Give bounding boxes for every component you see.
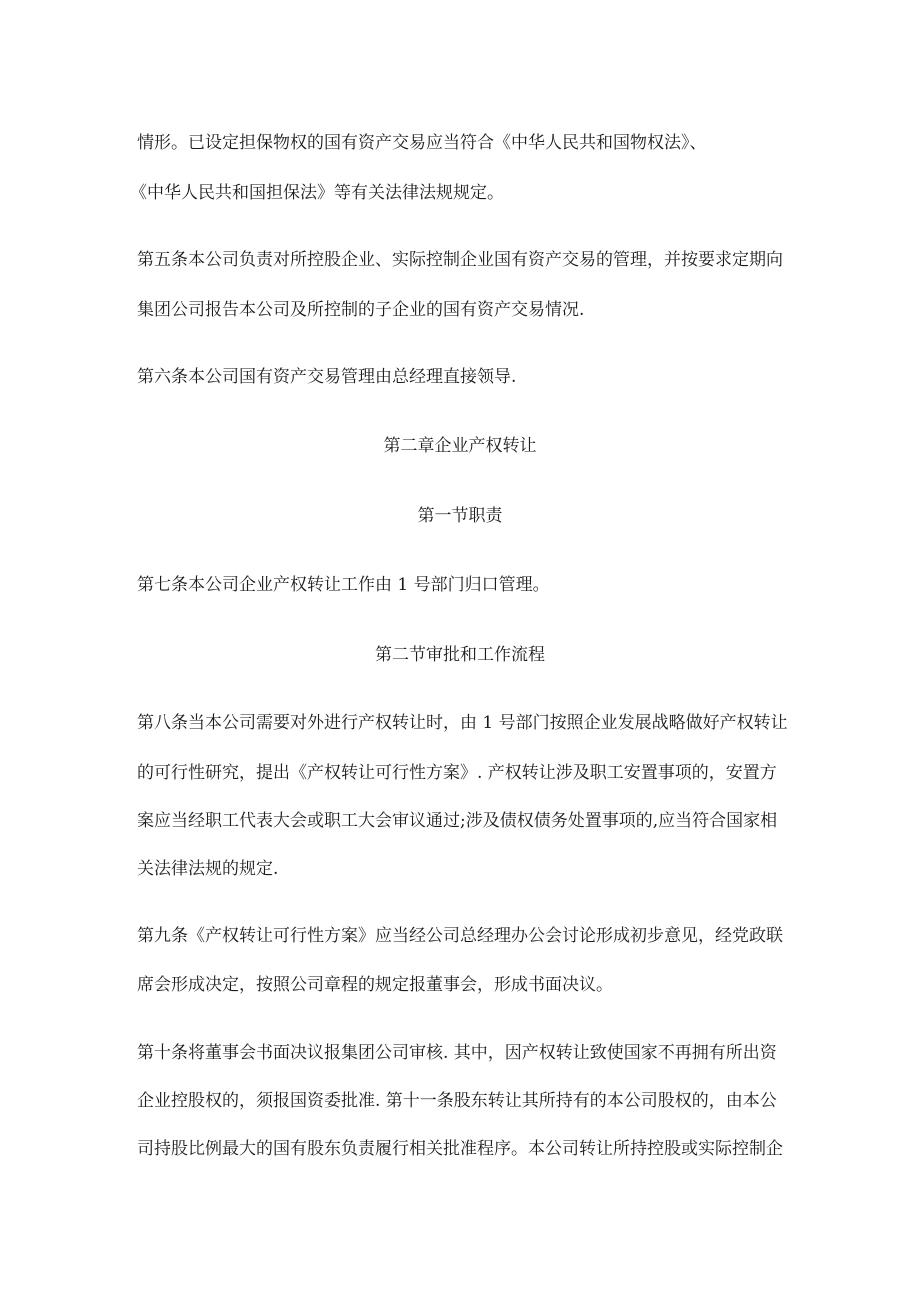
article-8-line-4: 关法律法规的规定. [137, 859, 279, 879]
article-8-line-1: 第八条当本公司需要对外进行产权转让时，由 1 号部门按照企业发展战略做好产权转让 [137, 713, 788, 733]
article-10-line-3: 司持股比例最大的国有股东负责履行相关批准程序。本公司转让所持控股或实际控制企 [137, 1139, 783, 1159]
chapter-2-title: 第二章企业产权转让 [383, 436, 537, 456]
article-5-line-2: 集团公司报告本公司及所控制的子企业的国有资产交易情况. [137, 300, 585, 320]
section-1-title: 第一节职责 [417, 506, 503, 526]
article-7-line-1: 第七条本公司企业产权转让工作由 1 号部门归口管理。 [137, 575, 550, 595]
section-2-title: 第二节审批和工作流程 [375, 645, 545, 665]
article-6-line-1: 第六条本公司国有资产交易管理由总经理直接领导. [137, 367, 517, 387]
intro-line-1: 情形。已设定担保物权的国有资产交易应当符合《中华人民共和国物权法》、 [137, 133, 707, 153]
article-9-line-1: 第九条《产权转让可行性方案》应当经公司总经理办公会讨论形成初步意见，经党政联 [137, 926, 783, 946]
article-5-line-1: 第五条本公司负责对所控股企业、实际控制企业国有资产交易的管理，并按要求定期向 [137, 250, 783, 270]
article-10-line-1: 第十条将董事会书面决议报集团公司审核. 其中，因产权转让致使国家不再拥有所出资 [137, 1043, 777, 1063]
article-10-line-2: 企业控股权的，须报国资委批准. 第十一条股东转让其所持有的本公司股权的，由本公 [137, 1091, 777, 1111]
article-8-line-3: 案应当经职工代表大会或职工大会审议通过;涉及债权债务处置事项的,应当符合国家相 [137, 811, 778, 831]
article-9-line-2: 席会形成决定，按照公司章程的规定报董事会，形成书面决议。 [137, 975, 613, 995]
intro-line-2: 《中华人民共和国担保法》等有关法律法规规定。 [130, 183, 504, 203]
article-8-line-2: 的可行性研究，提出《产权转让可行性方案》. 产权转让涉及职工安置事项的，安置方 [137, 763, 777, 783]
